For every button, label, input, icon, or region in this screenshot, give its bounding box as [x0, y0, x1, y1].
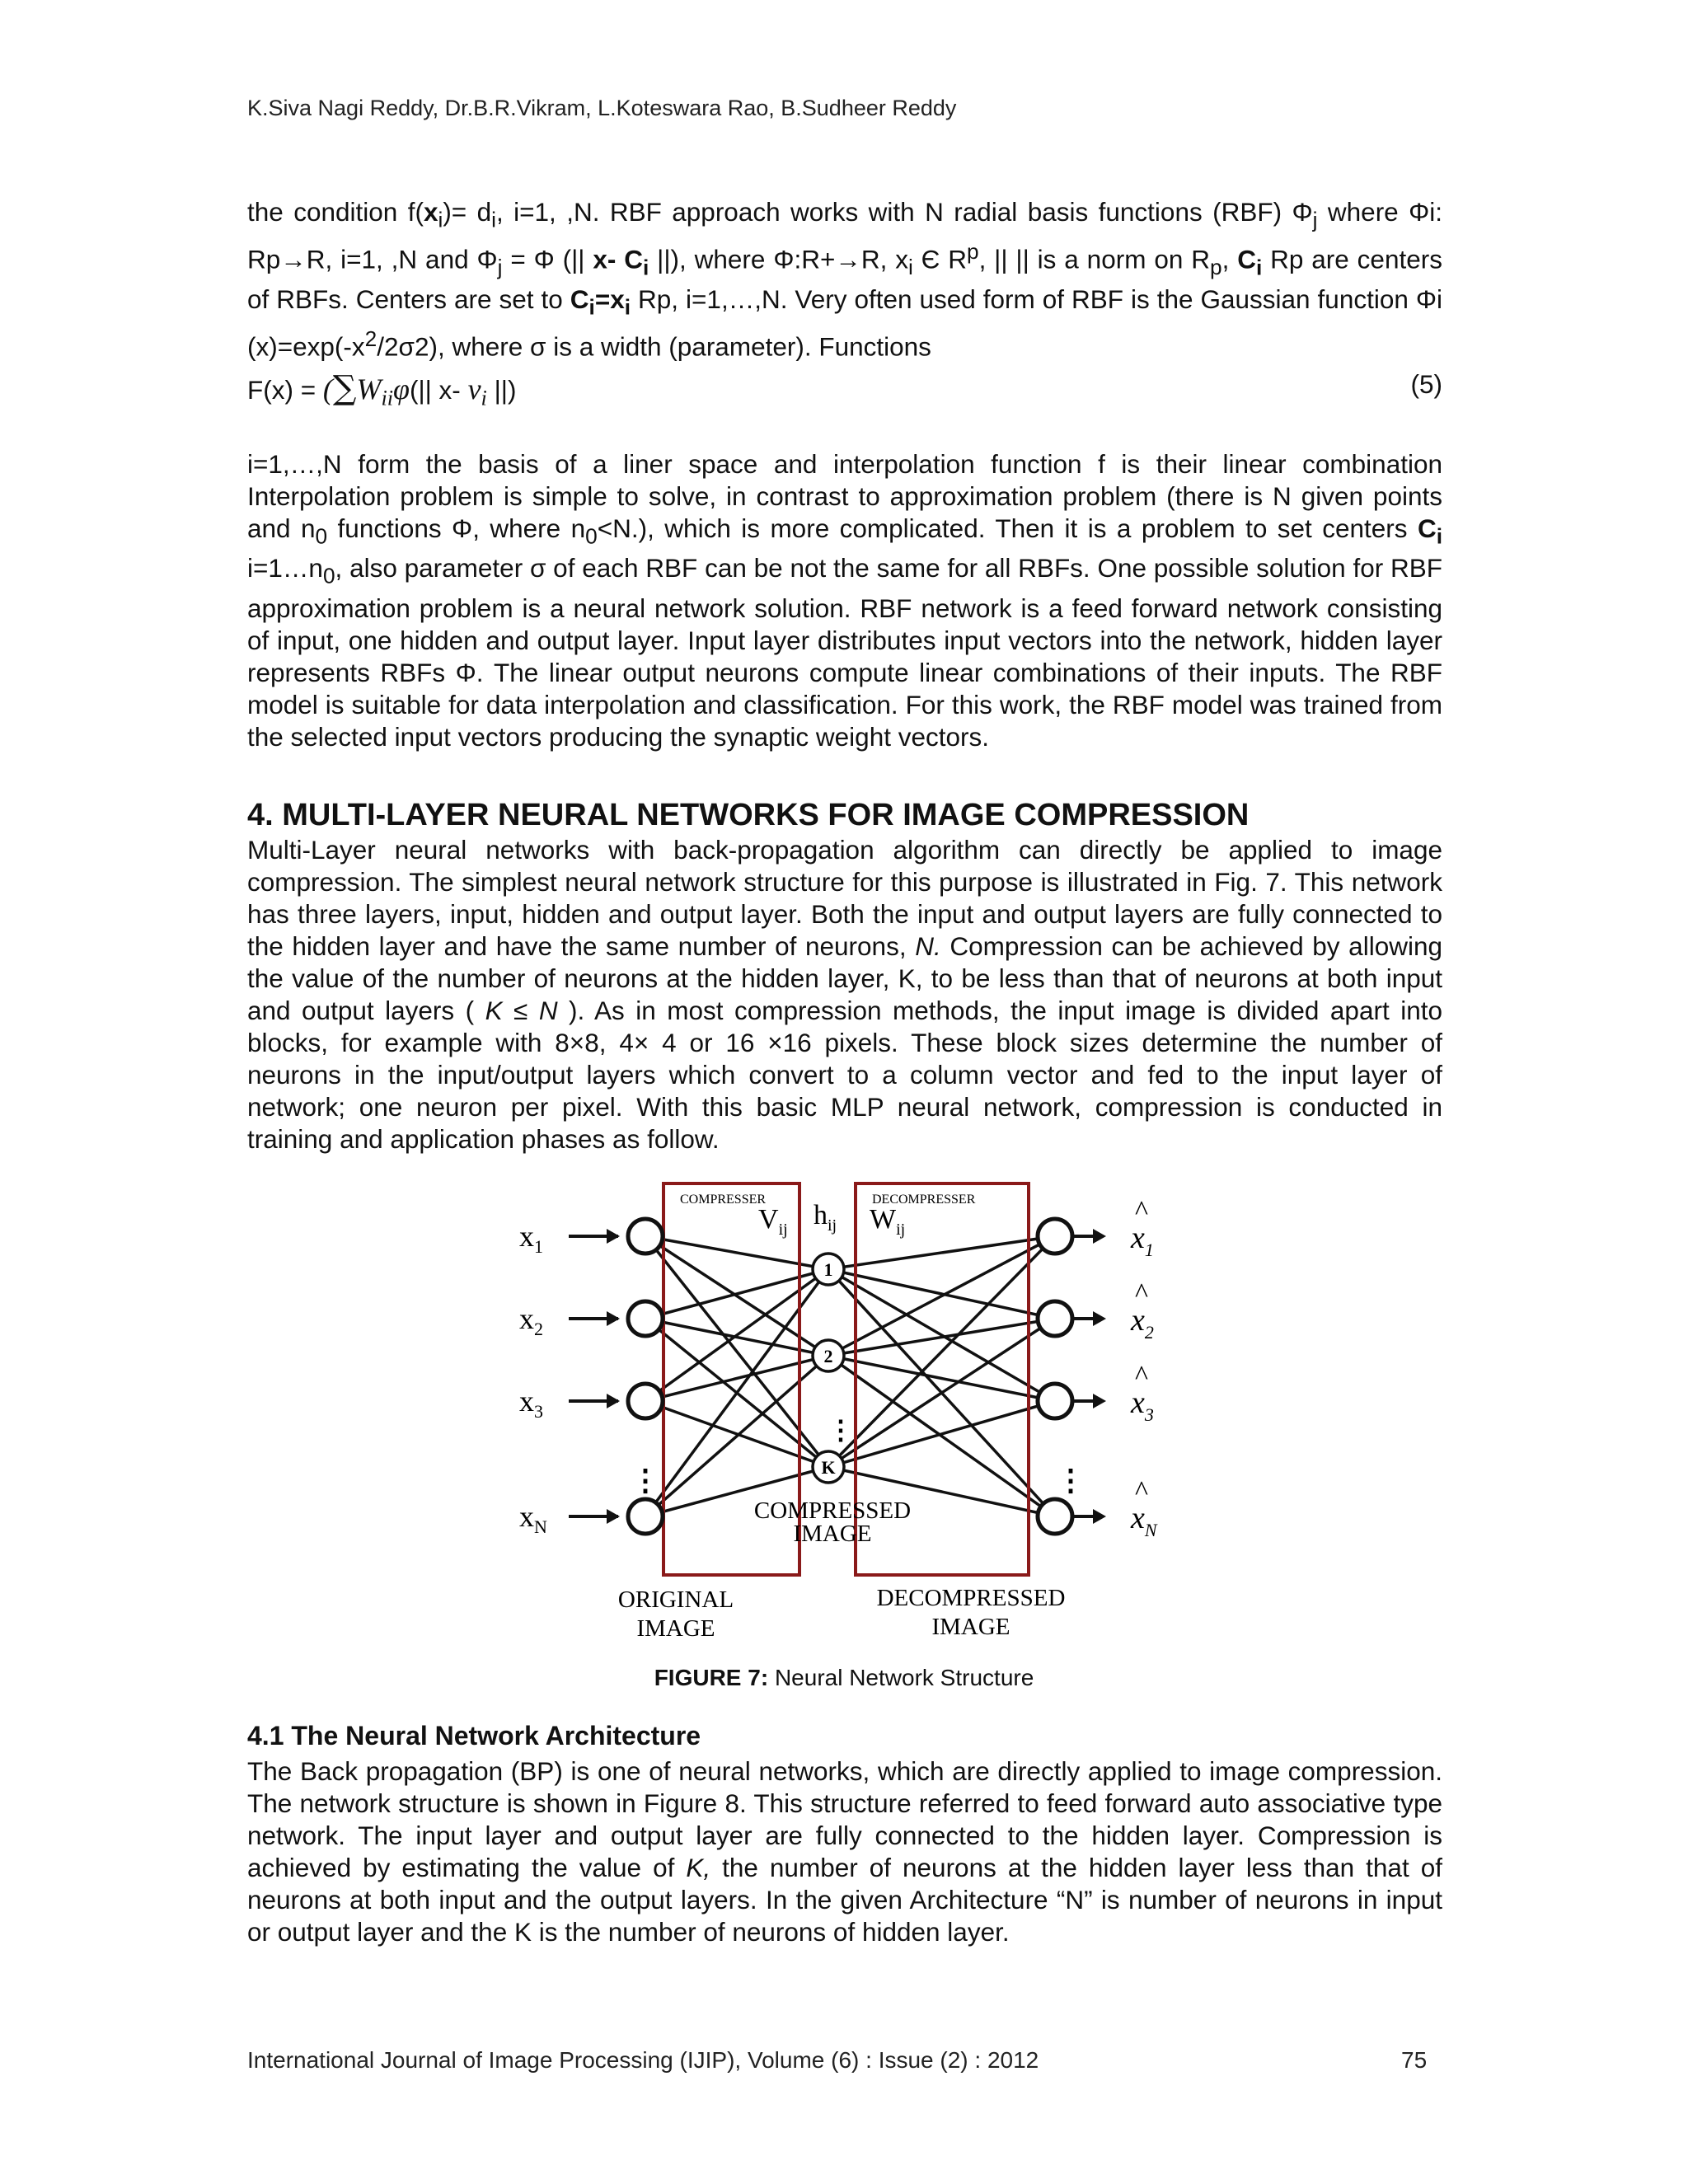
- page-number: 75: [1401, 2047, 1428, 2073]
- equation-5: $F(x) = (\sum W_{ii}\varphi(||$ x- $v_i$ ||) (5): [247, 369, 1442, 410]
- neural-network-figure: [511, 1179, 1220, 1648]
- hidden-neuron-label-2: 2: [823, 1346, 833, 1366]
- output-neuron-1: [1038, 1219, 1072, 1254]
- input-label-2: $x_2$: [519, 1302, 543, 1339]
- figure-caption: FIGURE 7: Neural Network Structure: [654, 1665, 1034, 1690]
- input-ellipsis: ⋮: [631, 1464, 660, 1497]
- hidden-neuron-label-3: K: [821, 1457, 836, 1478]
- input-label-1: $x_1$: [519, 1220, 543, 1257]
- original-image-label-1: ORIGINAL: [617, 1586, 734, 1613]
- weight-line-out-0-1: [828, 1269, 1055, 1319]
- compressed-image-label-2: IMAGE: [793, 1521, 872, 1547]
- output-arrowhead-3: [1093, 1394, 1106, 1408]
- footer-journal: International Journal of Image Processing (IJIP), Volume (6) : Issue (2) : 2012: [247, 2047, 1039, 2073]
- input-neuron-2: [628, 1301, 663, 1336]
- output-neuron-4: [1038, 1499, 1072, 1534]
- input-arrowhead-4: [607, 1509, 620, 1524]
- output-arrowhead-1: [1093, 1229, 1106, 1244]
- hidden-ellipsis: ⋮: [828, 1415, 854, 1445]
- output-ellipsis: ⋮: [1056, 1464, 1085, 1497]
- input-arrowhead-2: [607, 1311, 620, 1326]
- compressed-image-label-1: COMPRESSED: [753, 1497, 912, 1524]
- paragraph-mlp-compression: Multi-Layer neural networks with back-propagation algorithm can directly be applied to image compression. The simplest neural network structure for this purpose is illustrated in Fig. 7. This network has three layers, input, hidden and output layer. Both the input and output layers are fully connected to the hidden layer and have the same number of neurons, N. Compression can be achieved by allowing the value of the number of neurons at the hidden layer, K, to be less than that of neurons at both input and output layers ( K ≤ N ). As in most compression methods, the input image is divided apart into blocks, for example with 8×8, 4× 4 or 16 ×16 pixels. These block sizes determine the number of neurons in the input/output layers which convert to a column vector and fed to the input layer of network; one neuron per pixel. With this basic MLP neural network, compression is conducted in training and application phases as follow.: [247, 835, 1442, 1154]
- compresser-label: COMPRESSER: [680, 1193, 767, 1207]
- input-label-3: $x_3$: [519, 1385, 543, 1422]
- connection-lines: [645, 1236, 1055, 1516]
- input-neuron-3: [628, 1384, 663, 1418]
- input-labels: [519, 1220, 620, 1537]
- section-heading-4: 4. MULTI-LAYER NEURAL NETWORKS FOR IMAGE COMPRESSION: [247, 798, 1250, 832]
- h-label: $h_{ij}$: [814, 1200, 837, 1235]
- output-label-3: $x_3$: [1131, 1385, 1154, 1425]
- paragraph-architecture: The Back propagation (BP) is one of neural networks, which are directly applied to image compression. The network structure is shown in Figure 8. This structure referred to feed forward auto associative type network. The input layer and output layer are fully connected to the hidden layer. Compression is achieved by estimating the value of K, the number of neurons at the hidden layer less than that of neurons at both input and the output layers. In the given Architecture “N” is number of neurons in input or output layer and the K is the number of neurons of hidden layer.: [247, 1756, 1442, 1947]
- output-arrowhead-2: [1093, 1311, 1106, 1326]
- output-label-1: $x_1$: [1131, 1221, 1154, 1260]
- output-hat-2: ^: [1135, 1278, 1148, 1309]
- running-header: K.Siva Nagi Reddy, Dr.B.R.Vikram, L.Koteswara Rao, B.Sudheer Reddy: [247, 96, 957, 120]
- output-label-2: $x_2$: [1131, 1303, 1154, 1343]
- decompresser-label: DECOMPRESSER: [872, 1193, 976, 1207]
- output-label-4: $x_N$: [1131, 1501, 1157, 1540]
- paragraph-rbf-definition: the condition $f(x_i)= d_i$, i=1, ,N. RBF approach works with N radial basis functions (RBF) $\Phi_j$ where Φi: Rp→R, i=1, ,N and $\Phi_j = \Phi$ (|| x- $C_i$ ||), where Φ:R+→R, $x_i$ Є $R^p$, || || is a norm on $R_p$, $C_i$ Rp are centers of RBFs. Centers are set to $C_i=x_i$ Rp, i=1,…,N. Very often used form of RBF is the Gaussian function Φi $(x)=\exp(-x^2/2\sigma 2)$, where σ is a width (parameter). Functions: [247, 197, 1442, 362]
- output-neuron-2: [1038, 1301, 1072, 1336]
- output-arrowhead-4: [1093, 1509, 1106, 1524]
- input-label-4: $x_N$: [519, 1500, 547, 1537]
- equation-number: (5): [1410, 369, 1442, 399]
- output-hat-4: ^: [1135, 1476, 1148, 1507]
- output-hat-3: ^: [1135, 1361, 1148, 1391]
- original-image-label-2: IMAGE: [636, 1615, 715, 1642]
- input-arrowhead-1: [607, 1229, 620, 1244]
- decompressed-image-label-2: IMAGE: [931, 1614, 1010, 1640]
- input-neuron-4: [628, 1499, 663, 1534]
- input-arrowhead-3: [607, 1394, 620, 1408]
- paragraph-interpolation: i=1,…,N form the basis of a liner space and interpolation function f is their linear combination Interpolation problem is simple to solve, in contrast to approximation problem (there is N given points and $n_0$ functions Φ, where $n_0<N$.), which is more complicated. Then it is a problem to set centers $C_i$ $i=1\dots n_0$, also parameter σ of each RBF can be not the same for all RBFs. One possible solution for RBF approximation problem is a neural network solution. RBF network is a feed forward network consisting of input, one hidden and output layer. Input layer distributes input vectors into the network, hidden layer represents RBFs Φ. The linear output neurons compute linear combinations of their inputs. The RBF model is suitable for data interpolation and classification. For this work, the RBF model was trained from the selected input vectors producing the synaptic weight vectors.: [247, 449, 1443, 752]
- output-neuron-3: [1038, 1384, 1072, 1418]
- w-weights-label: $W_{ij}$: [870, 1204, 906, 1239]
- hidden-neuron-label-1: 1: [823, 1259, 833, 1280]
- input-neuron-1: [628, 1219, 663, 1254]
- output-hat-1: ^: [1135, 1196, 1148, 1226]
- decompressed-image-label-1: DECOMPRESSED: [876, 1585, 1066, 1611]
- section-heading-4-1: 4.1 The Neural Network Architecture: [247, 1721, 701, 1750]
- v-weights-label: $V_{ij}$: [758, 1204, 788, 1239]
